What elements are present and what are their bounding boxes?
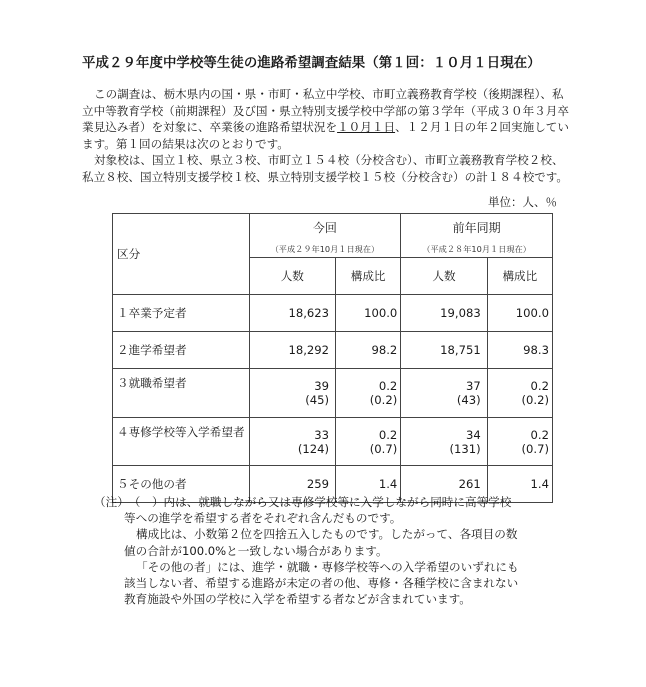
current-ratio-header: 構成比	[336, 258, 401, 295]
survey-date-underlined: １０月１日	[337, 120, 396, 134]
current-count-combined: (45)	[305, 393, 330, 407]
current-ratio-cell	[336, 369, 401, 418]
note-line: 構成比は、小数第２位を四捨五入したものです。したがって、各項目の数	[136, 527, 518, 542]
previous-ratio-cell: 1.4	[487, 466, 552, 503]
current-ratio-combined: (0.7)	[369, 441, 398, 456]
table-row	[113, 418, 553, 466]
current-ratio-cell	[336, 418, 401, 466]
table-row	[113, 369, 553, 418]
table-row	[113, 332, 553, 369]
previous-count-cell: 18,751	[401, 332, 487, 369]
previous-ratio-value: 0.2	[530, 379, 549, 393]
row-label: １卒業予定者	[113, 295, 250, 332]
note-line: （注） （ ）内は、就職しながら又は専修学校等に入学しながら同時に高等学校	[94, 495, 512, 509]
category-header: 区分	[113, 214, 250, 295]
previous-period-header	[401, 214, 553, 258]
previous-ratio-header: 構成比	[487, 258, 552, 295]
row-label: ４専修学校等入学希望者	[113, 418, 250, 466]
previous-count-cell	[401, 369, 487, 418]
current-count-cell: 18,623	[249, 295, 335, 332]
note-line: 値の合計が100.0%と一致しない場合があります。	[124, 543, 388, 558]
previous-ratio-cell: 98.3	[487, 332, 552, 369]
current-count-cell	[249, 418, 335, 466]
current-period-date: （平成２９年10月１日現在）	[270, 243, 380, 254]
row-label: ２進学希望者	[113, 332, 250, 369]
previous-ratio-combined: (0.7)	[521, 441, 549, 456]
current-ratio-cell: 1.4	[336, 466, 401, 503]
current-ratio-value: 0.2	[378, 379, 398, 393]
table-row	[113, 295, 553, 332]
current-count-combined: (124)	[297, 441, 330, 456]
previous-count-cell: 19,083	[401, 295, 487, 332]
current-count-cell: 259	[249, 466, 335, 503]
current-count-header: 人数	[249, 258, 335, 295]
note-line: 教育施設や外国の学校に入学を希望する者などが含まれています。	[124, 592, 471, 607]
results-table	[112, 213, 553, 503]
previous-period-title: 前年同期	[452, 220, 501, 235]
previous-count-combined: (43)	[456, 393, 481, 407]
unit-label: 単位：人、％	[488, 195, 557, 209]
previous-count-header: 人数	[401, 258, 487, 295]
intro-text-a: この調査は、栃木県内の国・県・市町・私立中学校、市町立義務教育学校（後期課程）、私立中等教育学校（前期課程）及び国・県立特別支援学校中学部の第３学年（平成３０年３月卒業見込み者）を対象に、卒業後の進路希望状況を	[82, 87, 569, 134]
current-period-title: 今回	[312, 220, 337, 235]
note-line: 該当しない者、希望する進路が未定の者の他、専修・各種学校に含まれない	[124, 576, 519, 591]
previous-count-value: 37	[465, 379, 481, 393]
table-header-row	[113, 214, 553, 258]
page-title: 平成２９年度中学校等生徒の進路希望調査結果（第１回：１０月１日現在）	[82, 56, 541, 71]
previous-ratio-cell	[487, 418, 552, 466]
row-label: ３就職希望者	[113, 369, 250, 418]
previous-count-cell: 261	[401, 466, 487, 503]
current-count-cell	[249, 369, 335, 418]
current-ratio-combined: (0.2)	[369, 393, 398, 407]
notes-section	[94, 494, 584, 607]
row-label: ５その他の者	[113, 466, 250, 503]
target-schools-paragraph: 対象校は、国立１校、県立３校、市町立１５４校（分校含む）、市町立義務教育学校２校、私立８校、国立特別支援学校１校、県立特別支援学校１５校（分校含む）の計１８４校です。	[82, 153, 569, 184]
previous-ratio-cell	[487, 369, 552, 418]
current-count-value: 39	[314, 379, 330, 393]
previous-ratio-cell: 100.0	[487, 295, 552, 332]
current-ratio-cell: 98.2	[336, 332, 401, 369]
note-line: 等への進学を希望する者をそれぞれ含んだものです。	[124, 511, 402, 526]
previous-count-combined: (131)	[449, 441, 481, 456]
current-count-value: 33	[314, 427, 330, 442]
note-line: 「その他の者」には、進学・就職・専修学校等への入学希望のいずれにも	[136, 559, 519, 574]
previous-count-value: 34	[465, 427, 481, 442]
current-ratio-value: 0.2	[378, 427, 398, 442]
previous-count-cell	[401, 418, 487, 466]
current-period-header	[249, 214, 401, 258]
intro-text-b: 、１２月１日の年２回実施しています。第１回の結果は次のとおりです。	[82, 120, 569, 151]
previous-period-date: （平成２８年10月１日現在）	[422, 243, 531, 254]
previous-ratio-combined: (0.2)	[521, 393, 549, 407]
current-count-cell: 18,292	[249, 332, 335, 369]
current-ratio-cell: 100.0	[336, 295, 401, 332]
previous-ratio-value: 0.2	[530, 427, 549, 442]
intro-paragraph	[82, 86, 574, 152]
